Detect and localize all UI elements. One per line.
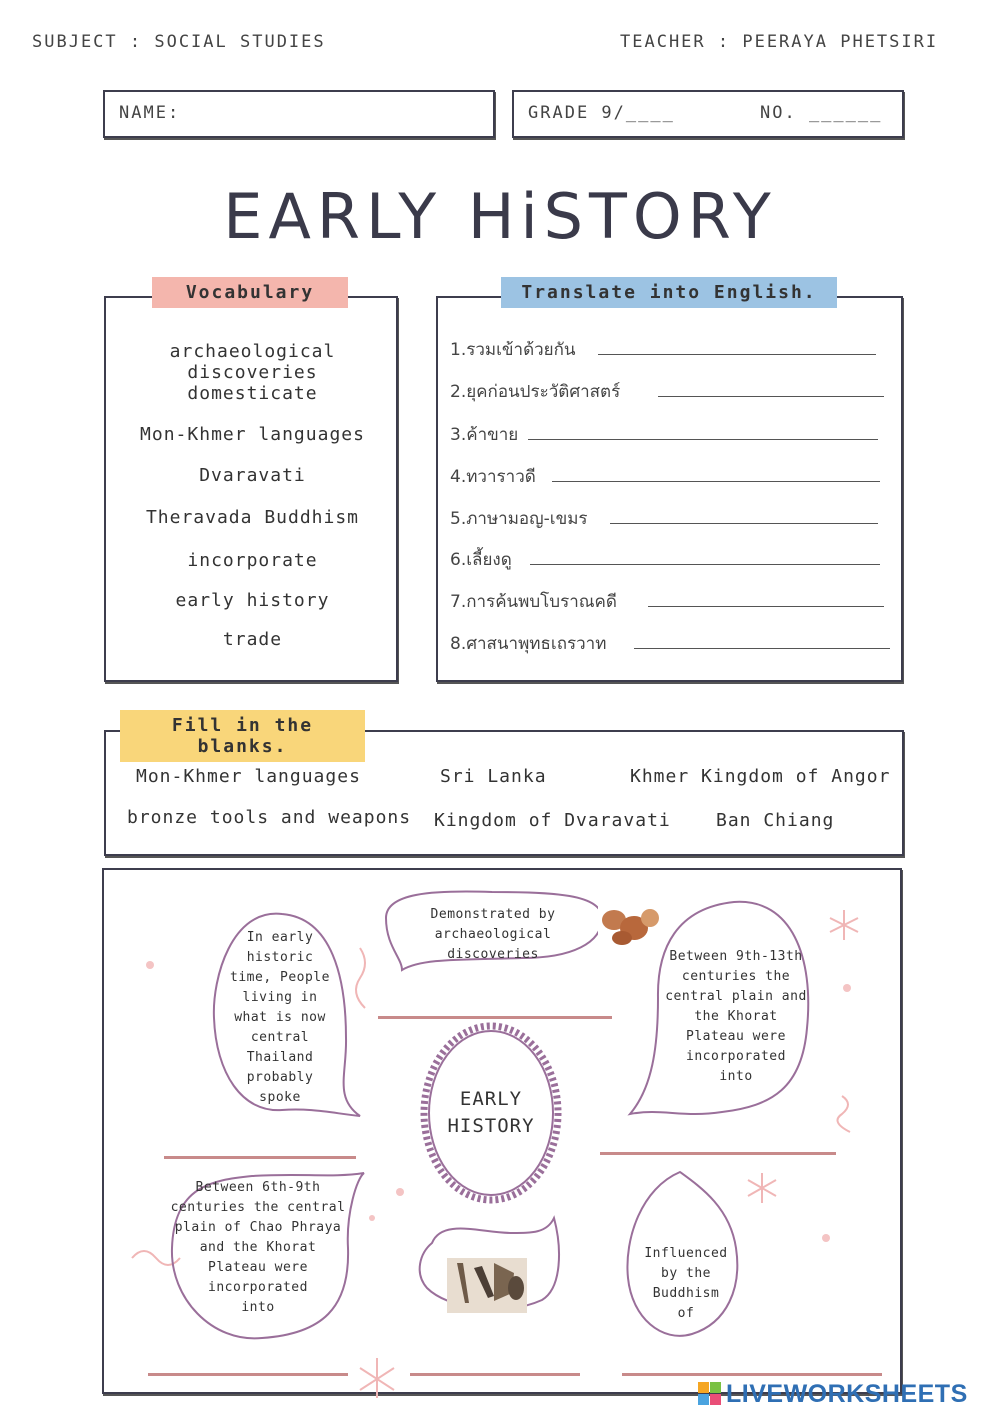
translate-item: 7.การค้นพบโบราณคดี — [450, 592, 617, 612]
answer-line[interactable] — [648, 606, 884, 607]
answer-line — [378, 1016, 612, 1019]
pottery-image — [598, 904, 660, 948]
fill-blanks-tag: Fill in the blanks. — [120, 710, 365, 762]
word-bank-item: Sri Lanka — [440, 766, 547, 787]
translate-tag: Translate into English. — [501, 277, 837, 308]
logo-icon — [698, 1382, 722, 1406]
subject-label: SUBJECT : SOCIAL STUDIES — [32, 32, 326, 52]
asterisk-icon — [830, 910, 858, 940]
name-label: NAME: — [119, 103, 181, 123]
word-bank-item: Kingdom of Dvaravati — [434, 810, 671, 831]
answer-line[interactable] — [598, 354, 876, 355]
asterisk-icon — [748, 1173, 776, 1203]
number-label: NO. ______ — [760, 103, 883, 123]
name-box — [103, 90, 495, 138]
answer-line[interactable] — [530, 564, 880, 565]
answer-line — [410, 1373, 580, 1376]
bubble-text-5: Influenced by the Buddhism of — [644, 1246, 728, 1321]
center-title: EARLY HISTORY — [447, 1088, 535, 1137]
bronze-tools-image — [447, 1258, 527, 1313]
answer-line — [148, 1373, 348, 1376]
vocabulary-tag: Vocabulary — [152, 277, 348, 308]
translate-item: 6.เลี้ยงดู — [450, 550, 512, 570]
vocab-word: Theravada Buddhism — [145, 507, 360, 528]
liveworksheets-logo — [698, 1378, 998, 1410]
bubble-text-3: Between 9th-13th centuries the central plain and the Khorat Plateau were incorporated into — [665, 949, 807, 1084]
answer-line[interactable] — [552, 481, 880, 482]
bubble-text-4: Between 6th-9th centuries the central plain of Chao Phraya and the Khorat Plateau were incorporated into — [170, 1180, 346, 1315]
vocab-word: trade — [222, 629, 283, 650]
translate-item: 5.ภาษามอญ-เขมร — [450, 509, 588, 529]
answer-line — [164, 1156, 356, 1159]
translate-item: 3.ค้าขาย — [450, 425, 519, 445]
page-title: EARLY HiSTORY — [223, 180, 777, 253]
word-bank-item: Mon-Khmer languages — [136, 766, 361, 787]
grade-box — [512, 90, 904, 138]
word-bank-item: Ban Chiang — [716, 810, 835, 831]
bubble-text-1: In early historic time, People living in what is now central Thailand probably spoke — [230, 930, 330, 1105]
answer-line[interactable] — [610, 523, 878, 524]
vocab-word: archaeological discoveries — [169, 341, 336, 383]
answer-line — [622, 1373, 882, 1376]
name-input[interactable] — [195, 100, 479, 130]
vocab-word: Dvaravati — [199, 465, 306, 486]
teacher-label: TEACHER : PEERAYA PHETSIRI — [620, 32, 939, 52]
grade-label: GRADE 9/____ — [528, 103, 675, 123]
bubble-text-2: Demonstrated by archaeological discoveries — [430, 907, 556, 962]
vocab-word: early history — [175, 590, 330, 611]
translate-item: 8.ศาสนาพุทธเถรวาท — [450, 634, 607, 654]
answer-line[interactable] — [658, 396, 884, 397]
answer-line — [600, 1152, 836, 1155]
word-bank-item: bronze tools and weapons — [127, 807, 412, 828]
answer-line[interactable] — [634, 648, 890, 649]
translate-item: 1.รวมเข้าด้วยกัน — [450, 340, 576, 360]
vocab-word: domesticate — [187, 383, 318, 404]
watermark-text: LIVEWORKSHEETS — [726, 1380, 968, 1408]
translate-item: 4.ทวาราวดี — [450, 467, 536, 487]
vocab-word: incorporate — [187, 550, 318, 571]
word-bank-item: Khmer Kingdom of Angor — [630, 766, 891, 787]
vocab-word: Mon-Khmer languages — [140, 424, 365, 445]
answer-line[interactable] — [528, 439, 878, 440]
translate-item: 2.ยุคก่อนประวัติศาสตร์ — [450, 382, 621, 402]
